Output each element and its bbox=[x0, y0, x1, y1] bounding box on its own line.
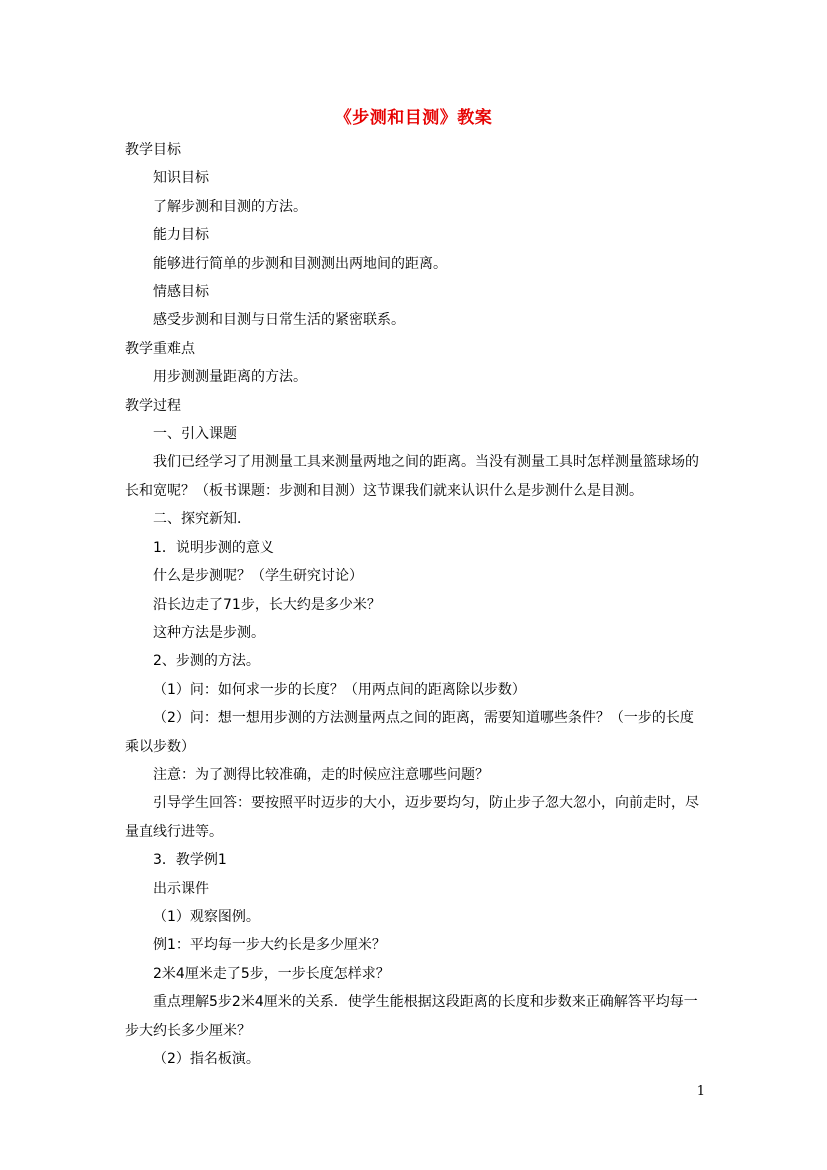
paragraph: 教学目标 bbox=[125, 142, 181, 158]
paragraph: （2）问：想一想用步测的方法测量两点之间的距离，需要知道哪些条件？（一步的长度乘以步数） bbox=[125, 710, 694, 755]
paragraph: 一、引入课题 bbox=[153, 426, 237, 443]
paragraph: 2米4厘米走了5步，一步长度怎样求？ bbox=[153, 965, 390, 982]
paragraph: 沿长边走了71步，长大约是多少米？ bbox=[153, 596, 381, 613]
paragraph: 什么是步测呢？（学生研究讨论） bbox=[153, 568, 363, 585]
document-body bbox=[125, 136, 705, 1073]
document-title: 《步测和目测》教案 bbox=[334, 108, 493, 128]
paragraph: 了解步测和目测的方法。 bbox=[153, 198, 307, 215]
paragraph: 教学重难点 bbox=[125, 340, 195, 357]
paragraph: 注意：为了测得比较准确，走的时候应注意哪些问题？ bbox=[153, 766, 489, 783]
paragraph: 情感目标 bbox=[153, 284, 209, 301]
paragraph: 能力目标 bbox=[153, 227, 209, 244]
paragraph: 教学过程 bbox=[125, 397, 181, 414]
paragraph: （1）问：如何求一步的长度？（用两点间的距离除以步数） bbox=[153, 681, 526, 698]
paragraph: 2、步测的方法。 bbox=[153, 653, 260, 670]
paragraph: 引导学生回答：要按照平时迈步的大小，迈步要均匀，防止步子忽大忽小，向前走时，尽量直线行进等。 bbox=[125, 795, 699, 840]
paragraph: 出示课件 bbox=[153, 880, 209, 897]
paragraph: 我们已经学习了用测量工具来测量两地之间的距离。当没有测量工具时怎样测量篮球场的长和宽呢？（板书课题：步测和目测）这节课我们就来认识什么是步测什么是目测。 bbox=[125, 454, 699, 499]
paragraph: 知识目标 bbox=[153, 170, 209, 187]
paragraph: 能够进行简单的步测和目测测出两地间的距离。 bbox=[153, 255, 447, 272]
paragraph: 重点理解5步2米4厘米的关系．使学生能根据这段距离的长度和步数来正确解答平均每一步大约长多少厘米？ bbox=[125, 994, 698, 1039]
paragraph: 二、探究新知． bbox=[153, 511, 251, 528]
paragraph: 3．教学例1 bbox=[153, 852, 227, 869]
paragraph: （2）指名板演。 bbox=[153, 1051, 260, 1067]
page-number: 1 bbox=[696, 1084, 705, 1099]
paragraph: 例1：平均每一步大约长是多少厘米？ bbox=[153, 937, 386, 954]
paragraph: 用步测测量距离的方法。 bbox=[153, 369, 307, 386]
paragraph: 感受步测和目测与日常生活的紧密联系。 bbox=[153, 312, 405, 329]
paragraph: 1．说明步测的意义 bbox=[153, 539, 274, 556]
paragraph: 这种方法是步测。 bbox=[153, 624, 265, 641]
paragraph: （1）观察图例。 bbox=[153, 908, 260, 925]
